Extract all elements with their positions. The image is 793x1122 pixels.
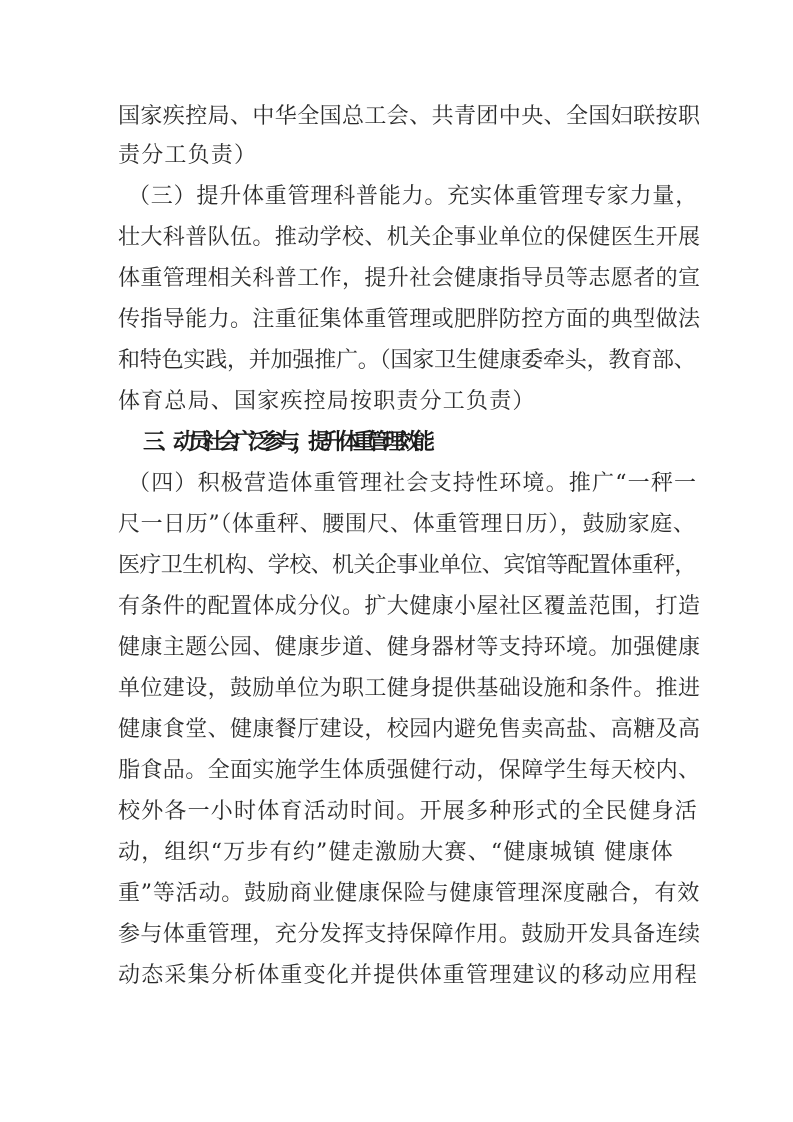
text-line: 重”等活动。鼓励商业健康保险与健康管理深度融合，有效 (118, 881, 701, 906)
text-line: 国家疾控局、中华全国总工会、共青团中央、全国妇联按职 (118, 104, 701, 129)
text-line: 动态采集分析体重变化并提供体重管理建议的移动应用程 (118, 963, 699, 988)
text-line: 尺一日历”（体重秤、腰围尺、体重管理日历），鼓励家庭、 (118, 512, 696, 537)
text-line: 校外各一小时体育活动时间。开展多种形式的全民健身活 (118, 799, 699, 824)
text-line: 传指导能力。注重征集体重管理或肥胖防控方面的典型做法 (118, 307, 701, 332)
text-line: 参与体重管理，充分发挥支持保障作用。鼓励开发具备连续 (118, 922, 701, 947)
text-line: 医疗卫生机构、学校、机关企事业单位、宾馆等配置体重秤， (118, 553, 696, 578)
text-line: 健康主题公园、健康步道、健身器材等支持环境。加强健康 (118, 635, 701, 660)
section-heading: 三、动员社会广泛参与，提升体重管理效能 (143, 430, 429, 455)
text-line: 动，组织“万步有约”健走激励大赛、“健康城镇 健康体 (118, 840, 674, 865)
text-line: 和特色实践，并加强推广。（国家卫生健康委牵头，教育部、 (118, 348, 696, 373)
text-line: 体育总局、国家疾控局按职责分工负责） (118, 389, 536, 414)
text-line: 责分工负责） (118, 143, 258, 168)
text-line: 有条件的配置体成分仪。扩大健康小屋社区覆盖范围，打造 (118, 594, 701, 619)
text-line: 体重管理相关科普工作，提升社会健康指导员等志愿者的宣 (118, 266, 701, 291)
text-line: 健康食堂、健康餐厅建设，校园内避免售卖高盐、高糖及高 (118, 717, 701, 742)
text-line: （三）提升体重管理科普能力。充实体重管理专家力量， (128, 184, 699, 209)
text-line: 单位建设，鼓励单位为职工健身提供基础设施和条件。推进 (118, 676, 701, 701)
text-line: （四）积极营造体重管理社会支持性环境。推广“一秤一 (128, 471, 698, 496)
text-line: 脂食品。全面实施学生体质强健行动，保障学生每天校内、 (118, 758, 701, 783)
text-line: 壮大科普队伍。推动学校、机关企事业单位的保健医生开展 (118, 225, 701, 250)
